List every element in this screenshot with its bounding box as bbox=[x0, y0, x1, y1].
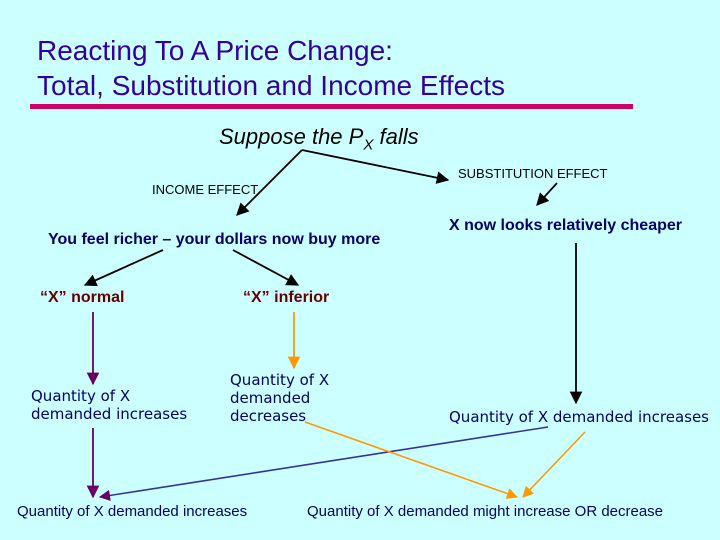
substitution-result-text: Quantity of X demanded increases bbox=[449, 408, 709, 426]
title-line-1: Reacting To A Price Change: bbox=[37, 35, 393, 66]
arrow-substitution-to-normal-total bbox=[100, 427, 548, 497]
inferior-total-text: Quantity of X demanded might increase OR decrease bbox=[307, 503, 664, 520]
arrow-richer-to-inferior bbox=[233, 250, 298, 285]
cheaper-text: X now looks relatively cheaper bbox=[449, 217, 682, 234]
premise-after: falls bbox=[373, 124, 419, 149]
inferior-result-line-1: Quantity of X bbox=[230, 371, 330, 389]
premise-subscript: X bbox=[363, 136, 374, 154]
normal-result-text: Quantity of X demanded increases bbox=[31, 387, 188, 423]
arrow-richer-to-normal bbox=[85, 250, 163, 285]
inferior-good-label: “X” inferior bbox=[243, 289, 330, 306]
normal-total-text: Quantity of X demanded increases bbox=[17, 503, 248, 520]
inferior-result-line-2: demanded bbox=[230, 389, 311, 407]
arrow-premise-to-substitution bbox=[302, 150, 448, 180]
substitution-effect-label: SUBSTITUTION EFFECT bbox=[458, 166, 608, 181]
premise-before: Suppose the P bbox=[219, 124, 364, 149]
title-line-2: Total, Substitution and Income Effects bbox=[37, 70, 505, 101]
feel-richer-text: You feel richer – your dollars now buy more bbox=[48, 231, 381, 248]
inferior-result-line-3: decreases bbox=[230, 407, 307, 425]
arrow-substitution-to-cheaper bbox=[537, 183, 557, 205]
income-effect-label: INCOME EFFECT bbox=[152, 182, 259, 197]
normal-good-label: “X” normal bbox=[40, 289, 125, 306]
arrow-substitution-to-inferior-total bbox=[523, 432, 585, 497]
inferior-result-text bbox=[230, 371, 329, 425]
